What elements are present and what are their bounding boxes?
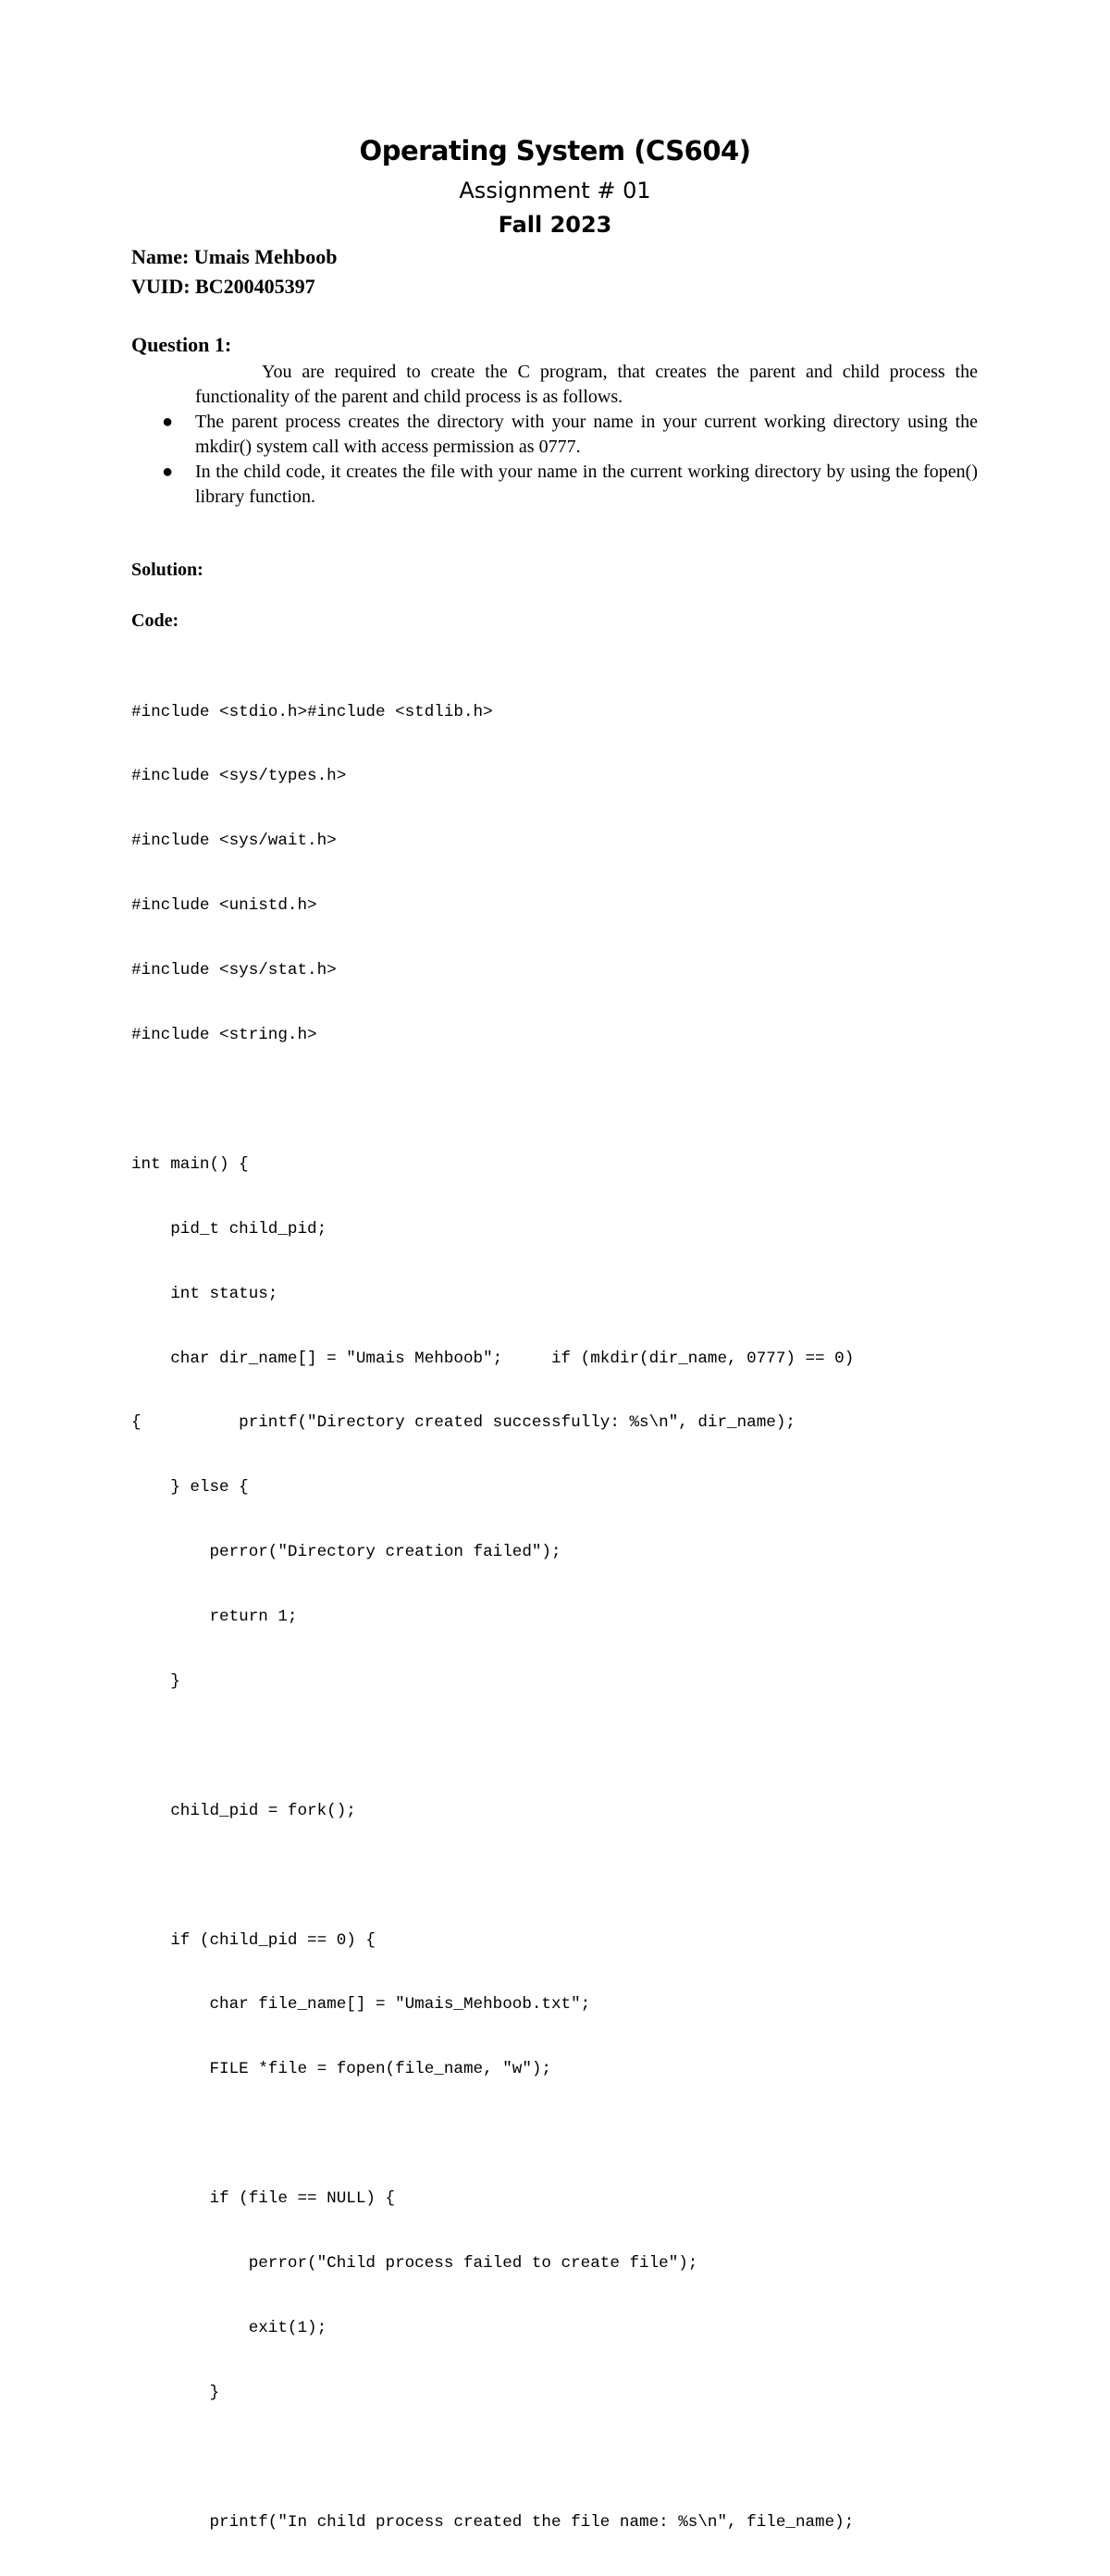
- code-line: FILE *file = fopen(file_name, "w");: [131, 2060, 551, 2079]
- bullet-item: [161, 460, 978, 510]
- bullet-icon: ●: [161, 462, 174, 482]
- code-line: { printf("Directory created successfully: %s\n", dir_name);: [131, 1413, 796, 1433]
- code-line: int main() {: [131, 1154, 249, 1174]
- bullet-item: [161, 410, 978, 460]
- assignment-number: Assignment # 01: [459, 178, 651, 203]
- document-title: Operating System (CS604): [359, 135, 751, 166]
- code-line: pid_t child_pid;: [131, 1219, 327, 1239]
- code-line: [131, 1090, 1056, 1111]
- student-name: Name: Umais Mehboob: [131, 245, 338, 268]
- code-line: char file_name[] = "Umais_Mehboob.txt";: [131, 1995, 591, 2015]
- code-line: #include <unistd.h>: [131, 896, 317, 916]
- code-line: perror("Child process failed to create file");: [131, 2253, 698, 2273]
- solution-heading: Solution:: [131, 560, 204, 580]
- question-intro: You are required to create the C program, that creates the parent and child process the functionality of the parent and child process is as follows.: [195, 362, 978, 407]
- bullet-text: The parent process creates the directory with your name in your current working directory using the mkdir() system call with access permission as 0777.: [195, 412, 978, 457]
- code-heading: Code:: [131, 610, 179, 631]
- code-line: [131, 1736, 1056, 1757]
- code-line: perror("Directory creation failed");: [131, 1543, 561, 1562]
- code-line: #include <sys/stat.h>: [131, 961, 337, 980]
- code-line: return 1;: [131, 1608, 298, 1627]
- code-line: char dir_name[] = "Umais Mehboob"; if (mkdir(dir_name, 0777) == 0): [131, 1349, 855, 1368]
- code-line: printf("In child process created the file name: %s\n", file_name);: [131, 2512, 855, 2532]
- bullet-icon: ●: [161, 412, 174, 432]
- question-heading: Question 1:: [131, 333, 232, 356]
- code-line: #include <stdio.h>#include <stdlib.h>: [131, 702, 493, 721]
- code-line: if (file == NULL) {: [131, 2189, 396, 2209]
- code-line: [131, 2124, 1056, 2145]
- code-line: child_pid = fork();: [131, 1801, 356, 1820]
- term-label: Fall 2023: [498, 212, 612, 238]
- code-line: } else {: [131, 1478, 249, 1498]
- code-line: exit(1);: [131, 2318, 327, 2337]
- code-line: int status;: [131, 1284, 278, 1303]
- code-line: if (child_pid == 0) {: [131, 1930, 376, 1950]
- code-line: [131, 2447, 1056, 2469]
- student-vuid: VUID: BC200405397: [131, 275, 315, 298]
- code-line: }: [131, 1671, 180, 1691]
- question-bullet-list: [161, 410, 978, 510]
- bullet-text: In the child code, it creates the file with your name in the current working directory by using the fopen() library function.: [195, 462, 978, 507]
- code-line: }: [131, 2383, 220, 2402]
- code-block: [131, 659, 1056, 2576]
- code-line: #include <string.h>: [131, 1026, 317, 1045]
- code-line: #include <sys/wait.h>: [131, 832, 337, 851]
- code-line: #include <sys/types.h>: [131, 767, 347, 786]
- question-body: [161, 360, 978, 510]
- code-line: [131, 1866, 1056, 1887]
